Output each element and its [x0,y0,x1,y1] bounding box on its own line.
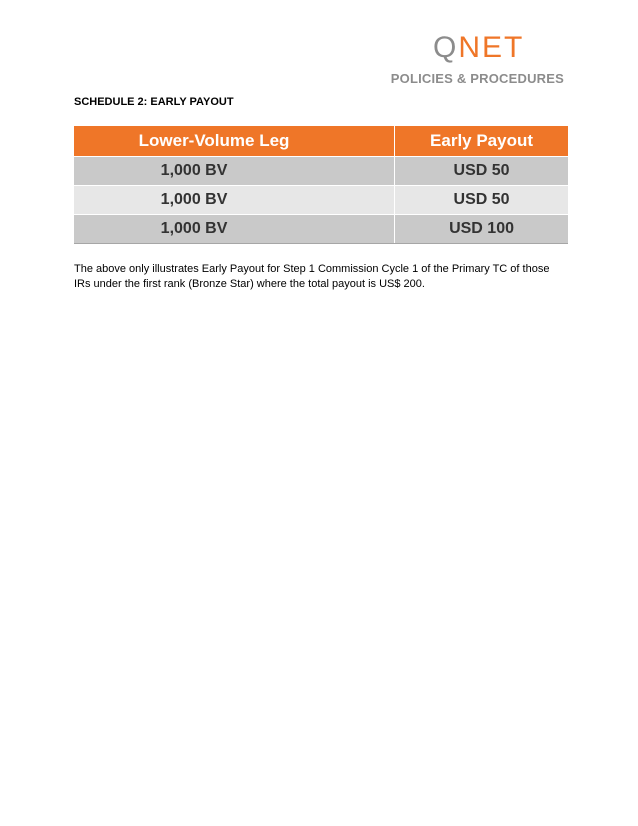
table-row [74,157,568,186]
lower-volume-leg-cell: 1,000 BV [74,186,395,215]
column-header-lower-volume-leg: Lower-Volume Leg [74,126,395,157]
logo-net: NET [458,31,525,64]
explanatory-note: The above only illustrates Early Payout for Step 1 Commission Cycle 1 of the Primary TC of those IRs under the first rank (Bronze Star) where the total payout is US$ 200. [74,263,550,290]
qnet-logo [433,31,563,64]
schedule-title: SCHEDULE 2: EARLY PAYOUT [74,96,234,108]
logo-q: Q [433,31,459,64]
lower-volume-leg-cell: 1,000 BV [74,215,395,244]
table-row [74,186,568,215]
column-header-early-payout: Early Payout [395,126,568,157]
early-payout-cell: USD 50 [395,157,568,186]
early-payout-cell: USD 100 [395,215,568,244]
early-payout-cell: USD 50 [395,186,568,215]
early-payout-table [74,126,568,243]
table-bottom-rule [74,243,568,244]
table-row [74,215,568,244]
table-header-row [74,126,568,157]
document-section-title: POLICIES & PROCEDURES [390,71,564,86]
lower-volume-leg-cell: 1,000 BV [74,157,395,186]
